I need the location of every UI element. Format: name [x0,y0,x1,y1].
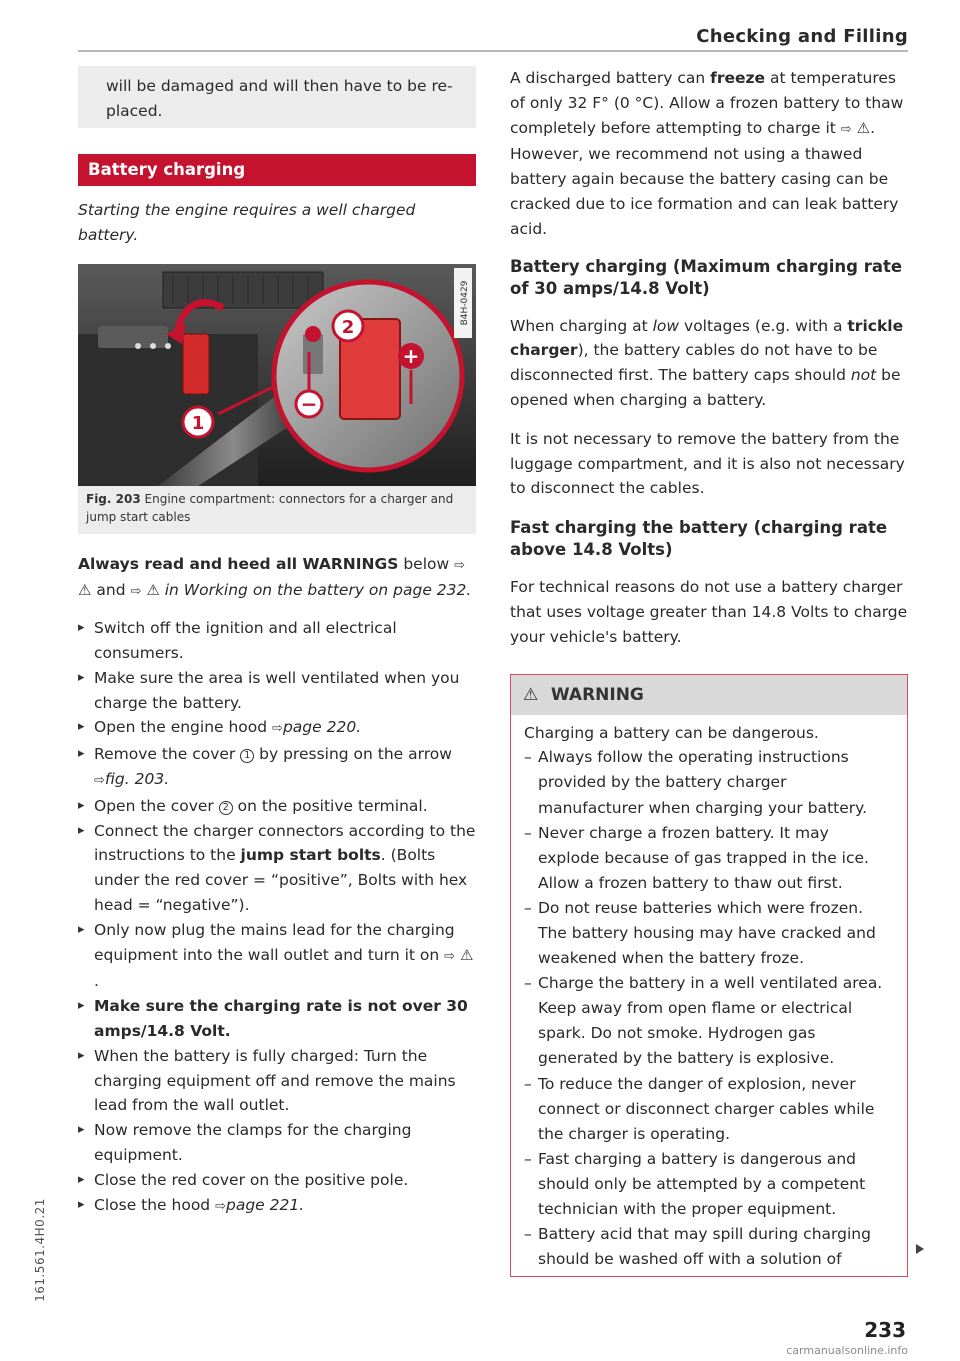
step-connect-text-2: . (Bolts under the red cover = “positive”, Bolts with hex head = “negative”). [94,846,468,914]
warning-triangle-icon: ⚠ [459,945,474,964]
max-rate-heading: Battery charging (Maximum charging rate of 30 amps/14.8 Volt) [510,256,903,298]
continue-arrow-icon [916,1244,924,1254]
page-number: 233 [864,1318,906,1342]
step-remove-cover [78,742,476,794]
warning-triangle-icon: ⚠ [146,581,160,600]
freeze-bold: freeze [710,69,766,87]
low-text-c: ), the battery cables do not have to be disconnected first. The battery caps should [510,341,878,385]
warning-header [511,675,907,715]
warning-lead: Charging a battery can be dangerous. [524,723,819,742]
right-arrow-icon: ⇨ [272,721,283,737]
side-code-text: 161.561.4H0.21 [33,1198,47,1302]
step-fully-charged: ▸ When the battery is fully charged: Turn the charging equipment off and remove the mains lead from the wall outlet. [78,1044,476,1118]
jump-start-bolts-text: jump start bolts [240,846,381,865]
warning-item: – Fast charging a battery is dangerous and should only be attempted by a competent technician with the proper equipment. [524,1147,895,1222]
not-italic: not [850,366,877,385]
max-rate-text: Make sure the charging rate is not over 30 amps/14.8 Volt. [94,997,468,1040]
step-ventilate: ▸ Make sure the area is well ventilated when you charge the battery. [78,666,476,716]
step-open-cover-text: Open the cover [94,796,219,815]
step-remove-clamps: ▸ Now remove the clamps for the charging equipment. [78,1118,476,1168]
right-arrow-icon: ⇨ [444,948,456,964]
right-arrow-icon: ⇨ [840,121,852,137]
warning-item: – Always follow the operating instructions provided by the battery charger manufacturer when charging your battery. [524,745,895,820]
step-open-cover-text-2: on the positive terminal. [232,796,428,815]
warning-list [524,745,895,1272]
technical-reasons-paragraph: For technical reasons do not use a battery charger that uses voltage greater than 14.8 Volts to charge your vehicle's battery. [510,578,908,646]
low-text-a: When charging at [510,316,653,335]
minus-label: − [300,391,318,416]
charging-steps [78,616,476,1219]
plus-label: + [402,343,420,368]
callout-2-label: 2 [341,316,355,338]
warning-item: – Do not reuse batteries which were frozen. The battery housing may have cracked and weakened when the battery froze. [524,896,895,971]
right-arrow-icon: ⇨ [454,557,466,573]
fast-charging-heading: Fast charging the battery (charging rate above 14.8 Volts) [510,518,888,560]
step-close-hood-text: Close the hood [94,1195,216,1214]
figure-caption [78,486,476,530]
step-plug-mains-text: Only now plug the mains lead for the charging equipment into the wall outlet and turn it on [94,920,455,964]
callout-2-inline: 2 [219,801,233,815]
freeze-paragraph [510,66,908,242]
intake-grille-shape [163,272,323,308]
freeze-text-b: at temperatures of only 32 F° (0 °C). Allow a frozen battery to thaw completely before attempting to charge it [510,69,904,137]
always-read-notice [78,552,476,606]
low-voltage-paragraph [510,314,908,413]
warning-item: – Battery acid that may spill during charging should be washed off with a solution of [524,1222,895,1272]
warning-triangle-icon: ⚠ [78,581,92,600]
low-italic: low [652,316,680,335]
freeze-text-a: A discharged battery can [510,69,711,87]
figure-code: B4H-0429 [460,280,470,326]
callout-1-inline: 1 [240,749,254,763]
step-open-hood [78,715,476,742]
warning-item: – Never charge a frozen battery. It may explode because of gas trapped in the ice. Allow a frozen battery to thaw out first. [524,821,895,896]
step-switch-off: ▸ Switch off the ignition and all electrical consumers. [78,616,476,666]
step-close-cover: ▸ Close the red cover on the positive pole. [78,1168,476,1193]
trickle-charger-bold: trickle charger [510,316,904,360]
fig-203-link[interactable]: fig. 203. [104,769,170,788]
page-220-link[interactable]: page 220. [282,718,362,737]
freeze-text-c: . However, we recommend not using a thawed battery again because the battery casing can be cracked due to ice formation and can leak battery acid. [510,118,899,238]
step-connect-text: Connect the charger connectors according to the instructions to the [94,821,476,865]
warning-triangle-icon: ⚠ [856,118,871,137]
step-max-rate [78,994,476,1044]
figure-caption-text: Engine compartment: connectors for a charger and jump start cables [86,491,454,524]
page-221-link[interactable]: page 221. [225,1195,305,1214]
step-connect-charger [78,819,476,918]
side-code [20,1190,60,1310]
right-arrow-icon: ⇨ [94,772,105,788]
working-on-battery-link[interactable]: in Working on the battery on page 232. [164,581,472,600]
step-remove-cover-text: Remove the cover [94,745,241,764]
red-cover-small [183,334,209,394]
no-removal-paragraph: It is not necessary to remove the battery from the luggage compartment, and it is also not necessary to disconnect the cables. [510,429,905,498]
low-text-b: voltages (e.g. with a [679,316,848,335]
header-rule [78,50,908,52]
step-open-cover [78,794,476,819]
step-open-hood-text: Open the engine hood [94,718,273,737]
figure-203 [78,264,476,534]
left-column [78,66,476,1219]
low-text-d: be opened when charging a battery. [510,366,901,409]
engine-compartment-illustration [78,264,476,486]
step-plug-mains: ▸ Only now plug the mains lead for the charging equipment into the wall outlet and turn it on ⇨ ⚠. [78,918,476,994]
intro-text: Starting the engine requires a well charged battery. [78,201,416,244]
section-title: Checking and Filling [696,26,908,47]
always-below: below [398,554,450,573]
warning-item: – To reduce the danger of explosion, never connect or disconnect charger cables while the charger is operating. [524,1072,895,1147]
warning-body [511,715,907,1277]
continued-warning-box [78,66,476,128]
right-column [510,66,908,1277]
right-arrow-icon: ⇨ [215,1198,226,1214]
callout-1-label: 1 [191,412,205,434]
warning-title: WARNING [550,684,644,705]
watermark: carmanualsonline.info [786,1344,908,1357]
right-arrow-icon: ⇨ [130,584,142,600]
always-bold: Always read and heed all WARNINGS [78,554,399,573]
warning-box [510,674,908,1278]
continued-text: will be damaged and will then have to be re-placed. [106,77,453,120]
figure-caption-label: Fig. 203 [86,491,141,506]
step-close-hood [78,1193,476,1220]
warning-item: – Charge the battery in a well ventilated area. Keep away from open flame or electrical spark. Do not smoke. Hydrogen gas generated by the battery is explosive. [524,971,895,1071]
warning-triangle-icon: ⚠ [523,684,539,705]
always-and: and [91,581,131,600]
battery-charging-heading: Battery charging [78,154,476,186]
step-remove-cover-text-2: by pressing on the arrow [254,745,452,764]
